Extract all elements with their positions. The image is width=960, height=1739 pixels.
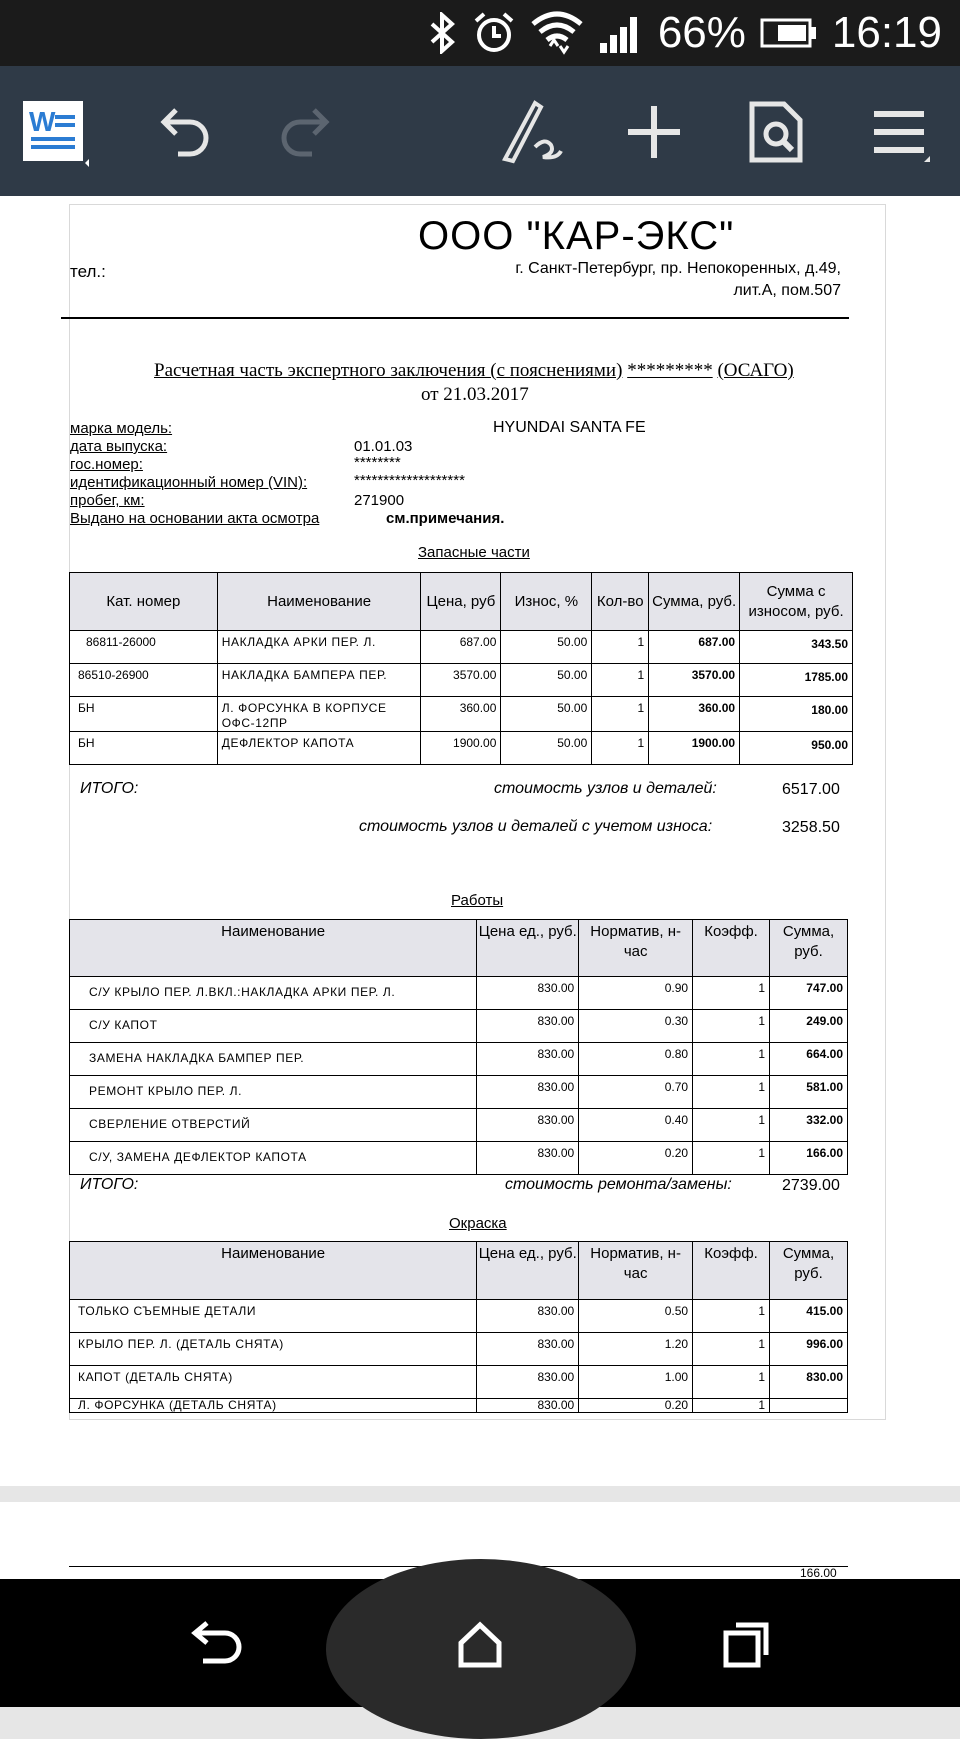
table-row bbox=[70, 664, 853, 697]
cell: ЗАМЕНА НАКЛАДКА БАМПЕР ПЕР. bbox=[70, 1043, 477, 1076]
info-value-model: HYUNDAI SANTA FE bbox=[493, 419, 646, 436]
cell: 1 bbox=[592, 697, 649, 732]
back-icon[interactable] bbox=[180, 1609, 250, 1679]
table-row bbox=[70, 1076, 848, 1109]
cell: 830.00 bbox=[477, 977, 579, 1010]
cell: 50.00 bbox=[501, 664, 592, 697]
cell: 0.50 bbox=[579, 1300, 693, 1333]
cell: С/У КАПОТ bbox=[70, 1010, 477, 1043]
table-row bbox=[70, 1333, 848, 1366]
table-row bbox=[70, 1010, 848, 1043]
title-text: Расчетная часть экспертного заключения (с пояснениями) bbox=[154, 360, 623, 381]
table-row bbox=[70, 1366, 848, 1399]
works-cost-value: 2739.00 bbox=[782, 1177, 840, 1194]
battery-percent: 66% bbox=[657, 8, 746, 57]
works-table bbox=[69, 919, 848, 1175]
works-header-coef: Коэфф. bbox=[693, 920, 770, 977]
cell: 664.00 bbox=[770, 1043, 848, 1076]
tel-label: тел.: bbox=[70, 262, 106, 281]
word-document-icon[interactable] bbox=[14, 94, 94, 170]
cell: 50.00 bbox=[501, 732, 592, 765]
pen-icon[interactable] bbox=[492, 94, 568, 170]
navigation-bar bbox=[0, 1579, 960, 1707]
cell: 1900.00 bbox=[649, 732, 740, 765]
cell: С/У КРЫЛО ПЕР. Л.ВКЛ.:НАКЛАДКА АРКИ ПЕР. Л. bbox=[70, 977, 477, 1010]
cell: 86510-26900 bbox=[70, 664, 218, 697]
cell: БН bbox=[70, 732, 218, 765]
cell: 1900.00 bbox=[421, 732, 501, 765]
works-header-norm: Норматив, н-час bbox=[579, 920, 693, 977]
clock: 16:19 bbox=[831, 8, 942, 57]
cell: ДЕФЛЕКТОР КАПОТА bbox=[217, 732, 421, 765]
battery-icon bbox=[760, 18, 818, 48]
info-value-vin: ******************* bbox=[354, 472, 465, 489]
cell: 166.00 bbox=[770, 1142, 848, 1175]
cell: 50.00 bbox=[501, 631, 592, 664]
parts-header-qty: Кол-во bbox=[592, 573, 649, 631]
cell: 1 bbox=[592, 664, 649, 697]
parts-table bbox=[69, 572, 853, 765]
table-row bbox=[70, 1399, 848, 1413]
cell: 687.00 bbox=[649, 631, 740, 664]
paint-heading: Окраска bbox=[449, 1215, 507, 1232]
table-row bbox=[70, 1109, 848, 1142]
parts-header-cat: Кат. номер bbox=[70, 573, 218, 631]
works-header-name: Наименование bbox=[70, 920, 477, 977]
plus-icon[interactable] bbox=[616, 94, 692, 170]
signal-icon bbox=[598, 13, 644, 53]
info-label-year: дата выпуска: bbox=[70, 438, 168, 455]
cell: 1 bbox=[693, 1333, 770, 1366]
cell: 1 bbox=[693, 1399, 770, 1413]
works-header-price: Цена ед., руб. bbox=[477, 920, 579, 977]
cell: 687.00 bbox=[421, 631, 501, 664]
header-rule bbox=[61, 317, 849, 319]
cell: 830.00 bbox=[477, 1043, 579, 1076]
cell: 950.00 bbox=[740, 732, 853, 765]
cell: 1.00 bbox=[579, 1366, 693, 1399]
table-row bbox=[70, 977, 848, 1010]
cell: 1 bbox=[693, 977, 770, 1010]
table-row bbox=[70, 1142, 848, 1175]
address-line-1: г. Санкт-Петербург, пр. Непокоренных, д.49, bbox=[515, 260, 841, 277]
table-row bbox=[70, 1300, 848, 1333]
home-icon[interactable] bbox=[445, 1609, 515, 1679]
cell: РЕМОНТ КРЫЛО ПЕР. Л. bbox=[70, 1076, 477, 1109]
cell: 332.00 bbox=[770, 1109, 848, 1142]
cell: 0.70 bbox=[579, 1076, 693, 1109]
alarm-icon bbox=[472, 11, 516, 55]
title-masked: ********* bbox=[627, 360, 713, 381]
info-value-plate: ******** bbox=[354, 454, 401, 471]
cell: 1 bbox=[693, 1010, 770, 1043]
works-total-label: ИТОГО: bbox=[80, 1176, 139, 1193]
cell: 747.00 bbox=[770, 977, 848, 1010]
page2-cell: 166.00 bbox=[800, 1566, 837, 1579]
cell: 996.00 bbox=[770, 1333, 848, 1366]
parts-header-sum: Сумма, руб. bbox=[649, 573, 740, 631]
cell: 1 bbox=[693, 1300, 770, 1333]
paint-header-coef: Коэфф. bbox=[693, 1242, 770, 1300]
cell: 50.00 bbox=[501, 697, 592, 732]
cell: 0.30 bbox=[579, 1010, 693, 1043]
info-label-mileage: пробег, км: bbox=[70, 492, 145, 509]
cell: 0.20 bbox=[579, 1399, 693, 1413]
cell: 360.00 bbox=[421, 697, 501, 732]
parts-cost-label: стоимость узлов и деталей: bbox=[494, 780, 717, 797]
paint-header-norm: Норматив, н-час bbox=[579, 1242, 693, 1300]
document-title bbox=[154, 360, 794, 382]
cell: 1 bbox=[592, 732, 649, 765]
cell: 1 bbox=[592, 631, 649, 664]
info-value-basis: см.примечания. bbox=[386, 510, 505, 527]
cell: 360.00 bbox=[649, 697, 740, 732]
cell: 830.00 bbox=[477, 1399, 579, 1413]
info-label-model: марка модель: bbox=[70, 420, 173, 437]
table-row bbox=[70, 631, 853, 664]
cell: 830.00 bbox=[477, 1109, 579, 1142]
cell: 1 bbox=[693, 1142, 770, 1175]
cell: 343.50 bbox=[740, 631, 853, 664]
info-label-basis: Выдано на основании акта осмотра bbox=[70, 510, 320, 527]
recents-icon[interactable] bbox=[712, 1609, 782, 1679]
cell: 1 bbox=[693, 1109, 770, 1142]
paint-header-price: Цена ед., руб. bbox=[477, 1242, 579, 1300]
cell: 830.00 bbox=[477, 1366, 579, 1399]
paint-table bbox=[69, 1241, 848, 1413]
info-value-mileage: 271900 bbox=[354, 492, 405, 509]
bluetooth-icon bbox=[428, 12, 458, 54]
cell: КАПОТ (ДЕТАЛЬ СНЯТА) bbox=[70, 1366, 477, 1399]
cell: НАКЛАДКА АРКИ ПЕР. Л. bbox=[217, 631, 421, 664]
redo-icon[interactable] bbox=[268, 94, 344, 170]
parts-header-price: Цена, руб bbox=[421, 573, 501, 631]
cell: 0.40 bbox=[579, 1109, 693, 1142]
paint-header-name: Наименование bbox=[70, 1242, 477, 1300]
cell: Л. ФОРСУНКА В КОРПУСЕ ОФС-12ПР bbox=[217, 697, 421, 732]
table-row bbox=[70, 697, 853, 732]
wifi-icon bbox=[530, 10, 584, 56]
cell: СВЕРЛЕНИЕ ОТВЕРСТИЙ bbox=[70, 1109, 477, 1142]
document-viewer[interactable] bbox=[0, 196, 960, 1579]
cell: 1785.00 bbox=[740, 664, 853, 697]
cell: КРЫЛО ПЕР. Л. (ДЕТАЛЬ СНЯТА) bbox=[70, 1333, 477, 1366]
cell: 830.00 bbox=[477, 1333, 579, 1366]
document-search-icon[interactable] bbox=[738, 94, 814, 170]
cell: 86811-26000 bbox=[70, 631, 218, 664]
parts-header-name: Наименование bbox=[217, 573, 421, 631]
cell: 830.00 bbox=[477, 1076, 579, 1109]
parts-heading: Запасные части bbox=[418, 544, 530, 561]
cell: С/У, ЗАМЕНА ДЕФЛЕКТОР КАПОТА bbox=[70, 1142, 477, 1175]
info-label-plate: гос.номер: bbox=[70, 456, 143, 473]
menu-icon[interactable] bbox=[862, 94, 938, 170]
cell: 180.00 bbox=[740, 697, 853, 732]
cell: НАКЛАДКА БАМПЕРА ПЕР. bbox=[217, 664, 421, 697]
parts-header-sum-wear: Сумма с износом, руб. bbox=[740, 573, 853, 631]
cell: 3570.00 bbox=[649, 664, 740, 697]
info-value-year: 01.01.03 bbox=[354, 438, 413, 455]
cell bbox=[770, 1399, 848, 1413]
app-toolbar bbox=[0, 66, 960, 196]
works-header-sum: Сумма, руб. bbox=[770, 920, 848, 977]
company-name: ООО "КАР-ЭКС" bbox=[418, 214, 735, 258]
table-row bbox=[70, 732, 853, 765]
cell: 581.00 bbox=[770, 1076, 848, 1109]
parts-cost-wear-label: стоимость узлов и деталей с учетом износа: bbox=[359, 818, 713, 835]
address-line-2: лит.А, пом.507 bbox=[733, 282, 841, 299]
info-label-vin: идентификационный номер (VIN): bbox=[70, 474, 308, 491]
document-page bbox=[0, 196, 960, 1486]
title-suffix: (ОСАГО) bbox=[717, 360, 794, 381]
cell: 830.00 bbox=[770, 1366, 848, 1399]
status-bar bbox=[0, 0, 960, 66]
works-cost-label: стоимость ремонта/замены: bbox=[505, 1176, 732, 1193]
undo-icon[interactable] bbox=[146, 94, 222, 170]
table-row bbox=[70, 1043, 848, 1076]
cell: 1 bbox=[693, 1043, 770, 1076]
cell: 830.00 bbox=[477, 1300, 579, 1333]
cell: 830.00 bbox=[477, 1010, 579, 1043]
works-heading: Работы bbox=[451, 892, 504, 909]
cell: 0.80 bbox=[579, 1043, 693, 1076]
cell: 1 bbox=[693, 1076, 770, 1109]
parts-cost-wear-value: 3258.50 bbox=[782, 819, 840, 836]
cell: 830.00 bbox=[477, 1142, 579, 1175]
svg-text:W: W bbox=[29, 106, 56, 137]
cell: 415.00 bbox=[770, 1300, 848, 1333]
cell: 1 bbox=[693, 1366, 770, 1399]
document-date: от 21.03.2017 bbox=[421, 384, 529, 405]
cell: БН bbox=[70, 697, 218, 732]
cell: Л. ФОРСУНКА (ДЕТАЛЬ СНЯТА) bbox=[70, 1399, 477, 1413]
parts-header-wear: Износ, % bbox=[501, 573, 592, 631]
cell: ТОЛЬКО СЪЕМНЫЕ ДЕТАЛИ bbox=[70, 1300, 477, 1333]
parts-total-label: ИТОГО: bbox=[80, 780, 139, 797]
cell: 0.20 bbox=[579, 1142, 693, 1175]
cell: 249.00 bbox=[770, 1010, 848, 1043]
cell: 0.90 bbox=[579, 977, 693, 1010]
paint-header-sum: Сумма, руб. bbox=[770, 1242, 848, 1300]
parts-cost-value: 6517.00 bbox=[782, 781, 840, 798]
cell: 1.20 bbox=[579, 1333, 693, 1366]
cell: 3570.00 bbox=[421, 664, 501, 697]
